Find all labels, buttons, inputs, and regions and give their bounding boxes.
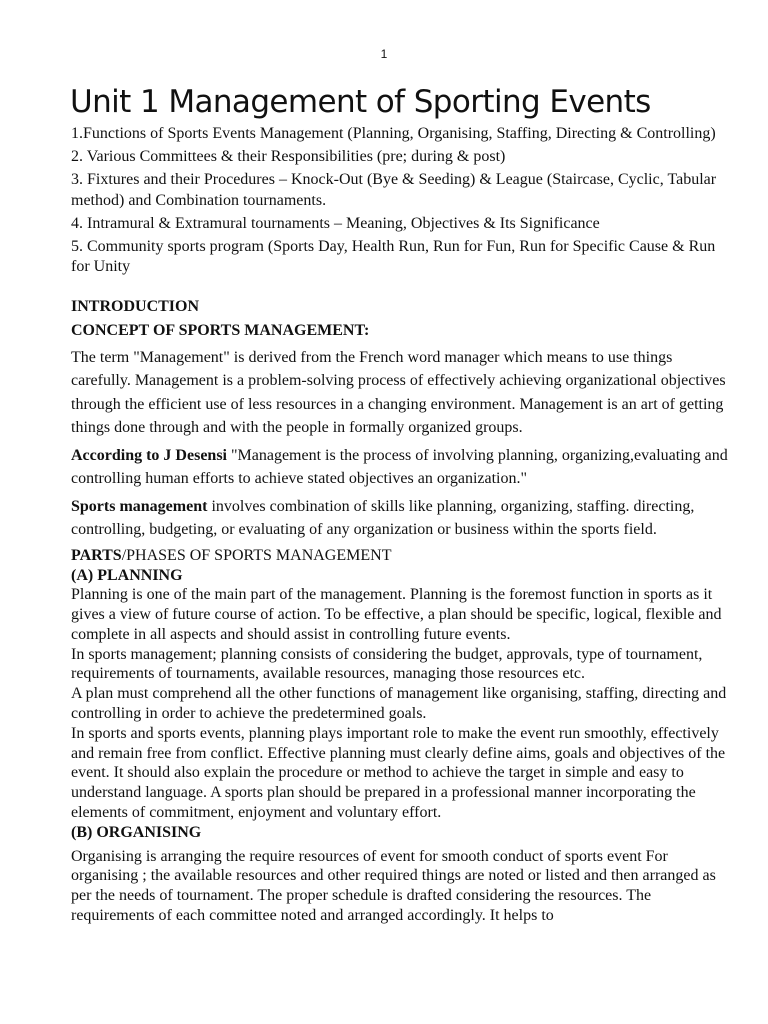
page-title: Unit 1 Management of Sporting Events	[70, 84, 651, 120]
page-number: 1	[380, 47, 388, 61]
planning-paragraph: In sports and sports events, planning plays important role to make the event run smoothly, effectively and remain free from conflict. Effective planning must clearly define aims, goals and objectives of the event. It should also explain the procedure or method to achieve the target in simple and easy to understand language. A sports plan should be prepared in a professional manner incorporating the elements of commitment, enjoyment and voluntary effort.	[71, 724, 726, 822]
organising-paragraph: Organising is arranging the require resources of event for smooth conduct of sports event For organising ; the available resources and other required things are noted or listed and then arranged as per the needs of tournament. The proper schedule is drafted considering the resources. The requirements of each committee noted and arranged accordingly. It helps to	[71, 847, 716, 925]
topic-item: 4. Intramural & Extramural tournaments – Meaning, Objectives & Its Significance	[71, 214, 600, 232]
concept-heading: CONCEPT OF SPORTS MANAGEMENT:	[71, 322, 370, 339]
sports-management-lead: Sports management	[71, 497, 208, 515]
topic-item: 3. Fixtures and their Procedures – Knock-Out (Bye & Seeding) & League (Staircase, Cyclic, Tabular method) and Combination tournaments.	[71, 171, 717, 209]
parts-heading	[71, 546, 731, 566]
organising-heading: (B) ORGANISING	[71, 823, 202, 841]
desensi-text: "Management is the process of involving planning, organizing,evaluating and controlling human efforts to achieve stated objectives an organization."	[71, 446, 728, 487]
topic-item: 2. Various Committees & their Responsibilities (pre; during & post)	[71, 148, 506, 165]
parts-heading-rest: /PHASES OF SPORTS MANAGEMENT	[121, 546, 392, 564]
topic-list	[71, 124, 731, 278]
concept-paragraph: The term "Management" is derived from the French word manager which means to use things carefully. Management is a problem-solving process of effectively achieving organizational objectives through the efficient use of less resources in a changing environment. Management is an art of getting things done through and with the people in formally organized groups.	[71, 348, 726, 436]
topic-item: 5. Community sports program (Sports Day, Health Run, Run for Fun, Run for Specific Cause & Run for Unity	[71, 237, 716, 275]
planning-section	[71, 566, 731, 926]
planning-heading: (A) PLANNING	[71, 566, 183, 584]
document-body	[71, 124, 731, 926]
sports-management-text: involves combination of skills like planning, organizing, staffing. directing, controlling, budgeting, or evaluating of any organization or business within the sports field.	[71, 497, 695, 538]
sports-management-paragraph	[71, 495, 731, 542]
planning-paragraph: In sports management; planning consists of considering the budget, approvals, type of tournament, requirements of tournaments, available resources, managing those resources etc.	[71, 645, 703, 683]
introduction-heading: INTRODUCTION	[71, 297, 200, 315]
planning-paragraph: A plan must comprehend all the other functions of management like organising, staffing, directing and controlling in order to achieve the predetermined goals.	[71, 685, 727, 723]
desensi-paragraph	[71, 444, 731, 491]
desensi-lead: According to J Desensi	[71, 446, 227, 464]
parts-heading-bold: PARTS	[71, 546, 122, 564]
topic-item: 1.Functions of Sports Events Management (Planning, Organising, Staffing, Directing & Controlling)	[71, 125, 716, 142]
planning-paragraph: Planning is one of the main part of the management. Planning is the foremost function in sports as it gives a view of future course of action. To be effective, a plan should be specific, logical, flexible and complete in all aspects and should assist in controlling future events.	[71, 586, 722, 643]
